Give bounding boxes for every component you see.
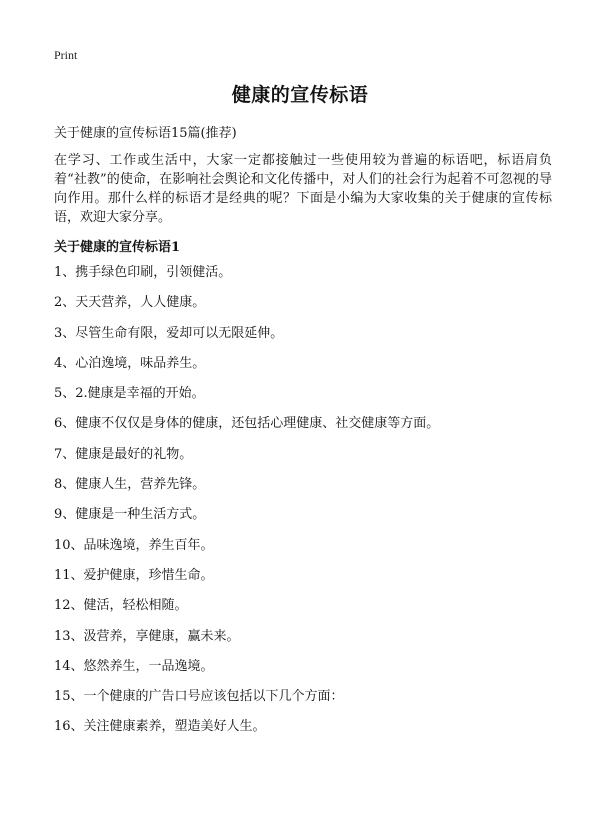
article-subtitle: 关于健康的宣传标语15篇(推荐) — [54, 126, 237, 141]
list-item: 13、汲营养，享健康，赢未来。 — [54, 628, 240, 644]
list-item: 8、健康人生，营养先锋。 — [54, 477, 206, 493]
section-heading: 关于健康的宣传标语1 — [54, 240, 181, 255]
intro-paragraph: 在学习、工作或生活中，大家一定都接触过一些使用较为普遍的标语吧，标语肩负着“社教”的使命，在影响社会舆论和文化传播中，对人们的社会行为起着不可忽视的导向作用。那什么样的标语才是经典的呢？下面是小编为大家收集的关于健康的宣传标语，欢迎大家分享。 — [54, 153, 552, 225]
list-item: 11、爱护健康，珍惜生命。 — [54, 567, 214, 583]
list-item: 3、尽管生命有限，爱却可以无限延伸。 — [54, 325, 284, 341]
list-item: 10、品味逸境，养生百年。 — [54, 537, 214, 553]
list-item: 9、健康是一种生活方式。 — [54, 507, 206, 523]
list-item: 14、悠然养生，一品逸境。 — [54, 658, 214, 674]
list-item: 5、2.健康是幸福的开始。 — [54, 386, 205, 402]
list-item: 6、健康不仅仅是身体的健康，还包括心理健康、社交健康等方面。 — [54, 416, 440, 432]
list-item: 4、心泊逸境，味品养生。 — [54, 355, 206, 371]
list-item: 2、天天营养，人人健康。 — [54, 295, 206, 311]
list-item: 7、健康是最好的礼物。 — [54, 446, 193, 462]
list-item: 15、一个健康的广告口号应该包括以下几个方面： — [54, 689, 344, 705]
page-title: 健康的宣传标语 — [231, 84, 369, 106]
list-item: 16、关注健康素养，塑造美好人生。 — [54, 719, 266, 735]
print-link[interactable]: Print — [54, 48, 78, 62]
slogan-list — [54, 266, 439, 751]
list-item: 1、携手绿色印刷，引领健活。 — [54, 265, 232, 280]
list-item: 12、健活，轻松相随。 — [54, 598, 188, 614]
